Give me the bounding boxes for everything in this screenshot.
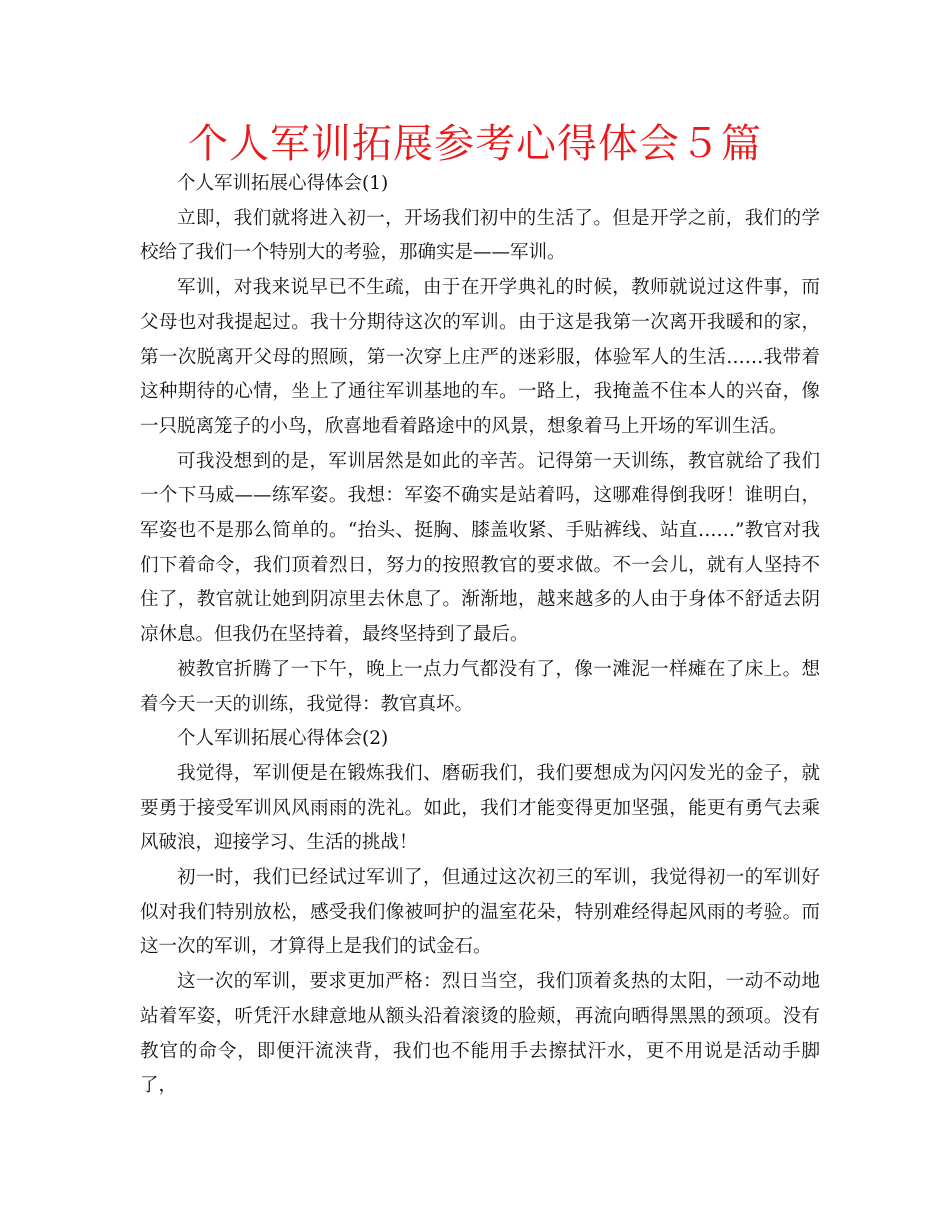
paragraph: 军训，对我来说早已不生疏，由于在开学典礼的时候，教师就说过这件事，而父母也对我提起过。我十分期待这次的军训。由于这是我第一次离开我暖和的家，第一次脱离开父母的照顾，第一次穿上庄严的迷彩服，体验军人的生活……我带着这种期待的心情，坐上了通往军训基地的车。一路上，我掩盖不住本人的兴奋，像一只脱离笼子的小鸟，欣喜地看着路途中的风景，想象着马上开场的军训生活。 [140, 277, 820, 437]
paragraph: 可我没想到的是，军训居然是如此的辛苦。记得第一天训练，教官就给了我们一个下马威——练军姿。我想：军姿不确实是站着吗，这哪难得倒我呀！谁明白，军姿也不是那么简单的。“抬头、挺胸、膝盖收紧、手贴裤线、站直……”教官对我们下着命令，我们顶着烈日，努力的按照教官的要求做。不一会儿，就有人坚持不住了，教官就让她到阴凉里去休息了。渐渐地，越来越多的人由于身体不舒适去阴凉休息。但我仍在坚持着，最终坚持到了最后。 [140, 450, 820, 646]
paragraph: 初一时，我们已经试过军训了，但通过这次初三的军训，我觉得初一的军训好似对我们特别放松，感受我们像被呵护的温室花朵，特别难经得起风雨的考验。而这一次的军训，才算得上是我们的试金石。 [140, 867, 820, 958]
document-title: 个人军训拓展参考心得体会５篇 [188, 121, 762, 167]
section-heading-1: 个人军训拓展心得体会(1) [177, 173, 389, 194]
paragraph: 立即，我们就将进入初一，开场我们初中的生活了。但是开学之前，我们的学校给了我们一个特别大的考验，那确实是——军训。 [140, 207, 820, 264]
paragraph: 我觉得，军训便是在锻炼我们、磨砺我们，我们要想成为闪闪发光的金子，就要勇于接受军训风风雨雨的洗礼。如此，我们才能变得更加坚强，能更有勇气去乘风破浪，迎接学习、生活的挑战！ [140, 762, 820, 854]
paragraph: 被教官折腾了一下午，晚上一点力气都没有了，像一滩泥一样瘫在了床上。想着今天一天的训练，我觉得：教官真坏。 [140, 658, 820, 715]
section-heading-2: 个人军训拓展心得体会(2) [177, 728, 389, 750]
paragraph: 这一次的军训，要求更加严格：烈日当空，我们顶着炙热的太阳，一动不动地站着军姿，听凭汗水肆意地从额头沿着滚烫的脸颊，再流向晒得黑黑的颈项。没有教官的命令，即便汗流浃背，我们也不能用手去擦拭汗水，更不用说是活动手脚了， [140, 971, 820, 1097]
document-body [140, 167, 820, 1104]
